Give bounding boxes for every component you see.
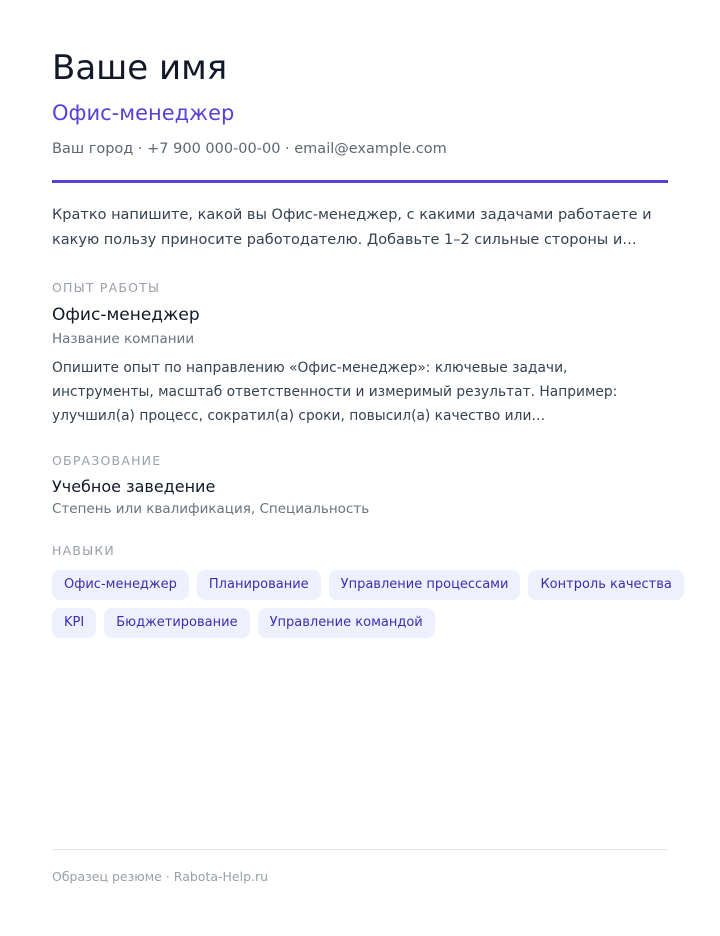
- accent-divider: [52, 180, 668, 183]
- skill-chip: Бюджетирование: [104, 608, 249, 638]
- contact-line: Ваш город · +7 900 000-00-00 · email@example.com: [52, 141, 447, 157]
- skills-row-1: [52, 570, 672, 600]
- footer-divider: [52, 849, 668, 850]
- resume-page: [52, 0, 672, 936]
- company-name: Название компании: [52, 331, 195, 347]
- skills-heading: НАВЫКИ: [52, 543, 115, 558]
- skills-row-2: [52, 608, 672, 638]
- education-heading: ОБРАЗОВАНИЕ: [52, 453, 162, 468]
- candidate-role: Офис-менеджер: [52, 101, 235, 125]
- skill-chip: Управление командой: [258, 608, 435, 638]
- candidate-name: Ваше имя: [52, 48, 228, 88]
- skill-chip: Планирование: [197, 570, 321, 600]
- skill-chip: Контроль качества: [528, 570, 683, 600]
- education-institution: Учебное заведение: [52, 477, 216, 496]
- summary-text: Кратко напишите, какой вы Офис-менеджер, с какими задачами работаете и какую пользу приносите работодателю. Добавьте 1–2 сильные стороны и…: [52, 207, 652, 248]
- job-description: Опишите опыт по направлению «Офис-менеджер»: ключевые задачи, инструменты, масштаб ответственности и измеримый результат. Например: улучшил(а) процесс, сократил(а) сроки, повысил(а) качество или…: [52, 360, 618, 424]
- footer-text: Образец резюме · Rabota-Help.ru: [52, 869, 269, 884]
- education-details: Степень или квалификация, Специальность: [52, 501, 370, 517]
- skills-list: [52, 570, 672, 646]
- experience-heading: ОПЫТ РАБОТЫ: [52, 280, 161, 295]
- job-title: Офис-менеджер: [52, 305, 200, 325]
- skill-chip: KPI: [52, 608, 96, 638]
- skill-chip: Офис-менеджер: [52, 570, 189, 600]
- skill-chip: Управление процессами: [329, 570, 521, 600]
